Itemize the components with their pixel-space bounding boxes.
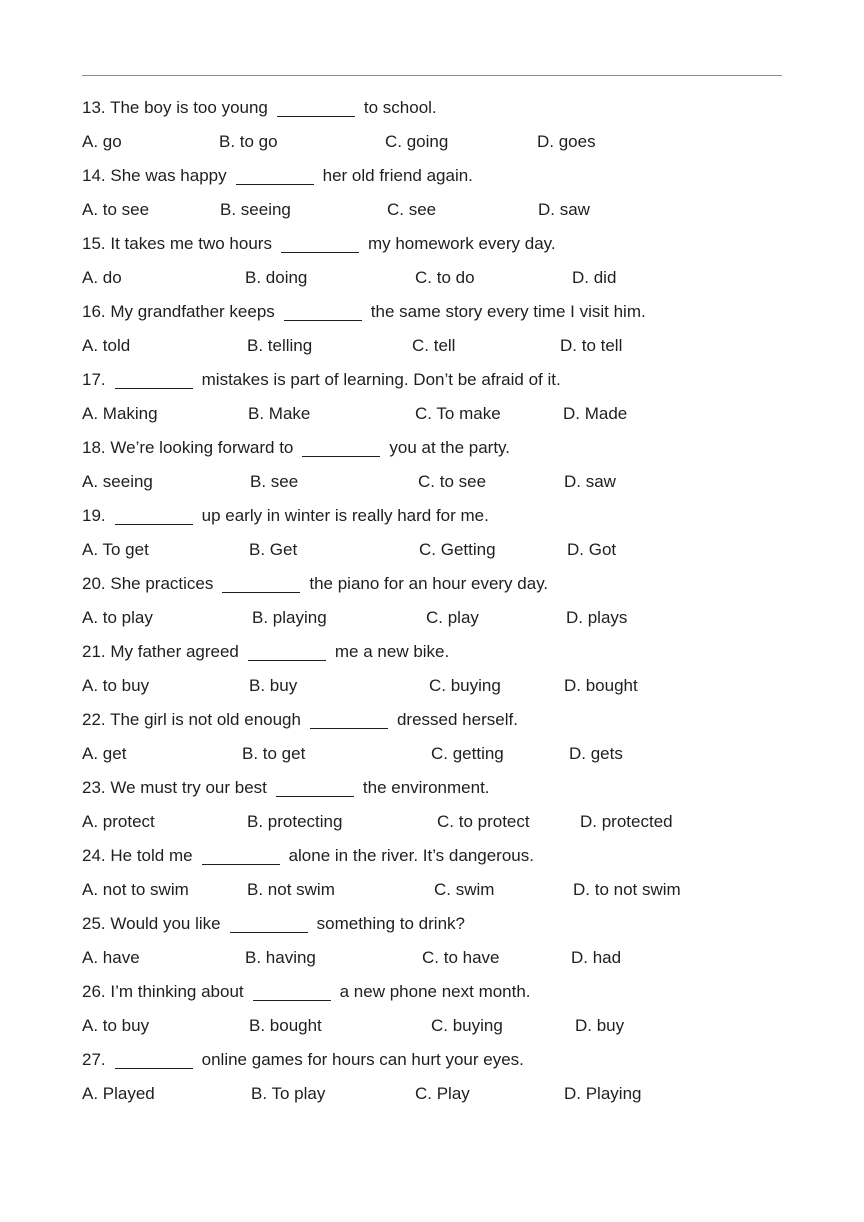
question-line: [82, 911, 782, 945]
answer-blank[interactable]: [253, 983, 331, 1001]
option-b[interactable]: B. To play: [251, 1084, 326, 1103]
options-row: [82, 1013, 782, 1047]
top-divider: [82, 75, 782, 76]
option-a[interactable]: A. do: [82, 268, 122, 287]
question-text-before: I’m thinking about: [110, 982, 244, 1001]
question-line: [82, 639, 782, 673]
question-text-before: He told me: [110, 846, 193, 865]
question-number: 17.: [82, 370, 106, 389]
answer-blank[interactable]: [248, 643, 326, 661]
options-row: [82, 333, 782, 367]
options-row: [82, 1081, 782, 1115]
option-c[interactable]: C. getting: [431, 744, 504, 763]
option-b[interactable]: B. to get: [242, 744, 306, 763]
option-d[interactable]: D. saw: [564, 472, 616, 491]
question-line: [82, 775, 782, 809]
question-number: 20.: [82, 574, 106, 593]
answer-blank[interactable]: [310, 711, 388, 729]
answer-blank[interactable]: [115, 371, 193, 389]
question-text-before: The girl is not old enough: [110, 710, 301, 729]
options-row: [82, 197, 782, 231]
question-text-after: the same story every time I visit him.: [370, 302, 646, 321]
question-text-before: Would you like: [110, 914, 221, 933]
question-line: [82, 707, 782, 741]
question-line: [82, 231, 782, 265]
option-b[interactable]: B. see: [250, 472, 299, 491]
option-c[interactable]: C. to do: [415, 268, 475, 287]
question-number: 25.: [82, 914, 106, 933]
question-number: 27.: [82, 1050, 106, 1069]
option-b[interactable]: B. doing: [245, 268, 308, 287]
option-d[interactable]: D. to not swim: [573, 880, 681, 899]
options-row: [82, 877, 782, 911]
answer-blank[interactable]: [236, 167, 314, 185]
option-d[interactable]: D. plays: [566, 608, 628, 627]
question-number: 15.: [82, 234, 106, 253]
options-row: [82, 129, 782, 163]
options-row: [82, 469, 782, 503]
option-a[interactable]: A. protect: [82, 812, 155, 831]
answer-blank[interactable]: [115, 1051, 193, 1069]
question-number: 26.: [82, 982, 106, 1001]
question-line: [82, 299, 782, 333]
question-number: 13.: [82, 98, 106, 117]
question-number: 21.: [82, 642, 106, 661]
answer-blank[interactable]: [202, 847, 280, 865]
option-c[interactable]: C. to have: [422, 948, 500, 967]
options-row: [82, 741, 782, 775]
option-c[interactable]: C. see: [387, 200, 437, 219]
answer-blank[interactable]: [281, 235, 359, 253]
answer-blank[interactable]: [302, 439, 380, 457]
answer-blank[interactable]: [276, 779, 354, 797]
option-b[interactable]: B. not swim: [247, 880, 335, 899]
question-number: 23.: [82, 778, 106, 797]
question-text-after: the environment.: [362, 778, 490, 797]
question-number: 14.: [82, 166, 106, 185]
option-a[interactable]: A. told: [82, 336, 131, 355]
option-d[interactable]: D. bought: [564, 676, 638, 695]
option-d[interactable]: D. had: [571, 948, 622, 967]
option-d[interactable]: D. gets: [569, 744, 623, 763]
question-text-before: It takes me two hours: [110, 234, 272, 253]
options-row: [82, 673, 782, 707]
option-b[interactable]: B. buy: [249, 676, 298, 695]
question-text-before: The boy is too young: [110, 98, 268, 117]
option-a[interactable]: A. Played: [82, 1084, 155, 1103]
question-text-after: to school.: [363, 98, 437, 117]
question-number: 16.: [82, 302, 106, 321]
option-c[interactable]: C. going: [385, 132, 449, 151]
option-d[interactable]: D. goes: [537, 132, 596, 151]
question-text-after: online games for hours can hurt your eyes.: [201, 1050, 524, 1069]
answer-blank[interactable]: [115, 507, 193, 525]
question-text-after: mistakes is part of learning. Don’t be afraid of it.: [201, 370, 561, 389]
option-c[interactable]: C. Play: [415, 1084, 470, 1103]
option-b[interactable]: B. Make: [248, 404, 311, 423]
option-c[interactable]: C. to see: [418, 472, 487, 491]
option-a[interactable]: A. To get: [82, 540, 149, 559]
question-line: [82, 843, 782, 877]
option-a[interactable]: A. seeing: [82, 472, 153, 491]
question-text-after: alone in the river. It’s dangerous.: [288, 846, 534, 865]
question-line: [82, 163, 782, 197]
option-a[interactable]: A. to play: [82, 608, 153, 627]
option-a[interactable]: A. to buy: [82, 1016, 150, 1035]
question-text-after: you at the party.: [389, 438, 511, 457]
option-d[interactable]: D. Playing: [564, 1084, 642, 1103]
question-line: [82, 1047, 782, 1081]
option-c[interactable]: C. to protect: [437, 812, 530, 831]
exercise-list: [82, 95, 782, 1115]
option-c[interactable]: C. To make: [415, 404, 501, 423]
option-a[interactable]: A. Making: [82, 404, 158, 423]
question-line: [82, 95, 782, 129]
option-a[interactable]: A. to see: [82, 200, 150, 219]
question-text-after: something to drink?: [316, 914, 465, 933]
option-a[interactable]: A. have: [82, 948, 140, 967]
option-d[interactable]: D. Got: [567, 540, 617, 559]
question-line: [82, 571, 782, 605]
option-c[interactable]: C. Getting: [419, 540, 496, 559]
option-b[interactable]: B. seeing: [220, 200, 291, 219]
answer-blank[interactable]: [277, 99, 355, 117]
answer-blank[interactable]: [222, 575, 300, 593]
options-row: [82, 605, 782, 639]
question-text-after: her old friend again.: [322, 166, 473, 185]
options-row: [82, 809, 782, 843]
question-line: [82, 503, 782, 537]
options-row: [82, 945, 782, 979]
question-text-after: up early in winter is really hard for me.: [201, 506, 489, 525]
question-text-before: We’re looking forward to: [110, 438, 294, 457]
option-b[interactable]: B. playing: [252, 608, 327, 627]
question-number: 18.: [82, 438, 106, 457]
option-c[interactable]: C. play: [426, 608, 479, 627]
question-text-before: We must try our best: [110, 778, 267, 797]
option-d[interactable]: D. saw: [538, 200, 590, 219]
question-text-before: She practices: [110, 574, 214, 593]
question-text-after: a new phone next month.: [339, 982, 531, 1001]
question-text-before: She was happy: [110, 166, 227, 185]
option-d[interactable]: D. Made: [563, 404, 628, 423]
question-text-before: My grandfather keeps: [110, 302, 275, 321]
question-line: [82, 367, 782, 401]
option-a[interactable]: A. to buy: [82, 676, 150, 695]
question-number: 24.: [82, 846, 106, 865]
question-number: 19.: [82, 506, 106, 525]
options-row: [82, 401, 782, 435]
option-b[interactable]: B. protecting: [247, 812, 343, 831]
question-text-after: the piano for an hour every day.: [309, 574, 549, 593]
option-d[interactable]: D. to tell: [560, 336, 623, 355]
option-b[interactable]: B. telling: [247, 336, 313, 355]
option-b[interactable]: B. Get: [249, 540, 298, 559]
question-number: 22.: [82, 710, 106, 729]
option-d[interactable]: D. did: [572, 268, 617, 287]
answer-blank[interactable]: [284, 303, 362, 321]
option-d[interactable]: D. buy: [575, 1016, 625, 1035]
option-a[interactable]: A. not to swim: [82, 880, 189, 899]
question-text-after: me a new bike.: [334, 642, 450, 661]
option-a[interactable]: A. get: [82, 744, 127, 763]
question-text-after: dressed herself.: [396, 710, 518, 729]
answer-blank[interactable]: [230, 915, 308, 933]
question-text-after: my homework every day.: [367, 234, 556, 253]
option-c[interactable]: C. tell: [412, 336, 456, 355]
question-text-before: My father agreed: [110, 642, 239, 661]
options-row: [82, 537, 782, 571]
option-c[interactable]: C. buying: [429, 676, 501, 695]
option-b[interactable]: B. bought: [249, 1016, 322, 1035]
option-b[interactable]: B. to go: [219, 132, 278, 151]
question-line: [82, 979, 782, 1013]
question-line: [82, 435, 782, 469]
option-d[interactable]: D. protected: [580, 812, 673, 831]
option-c[interactable]: C. buying: [431, 1016, 503, 1035]
option-c[interactable]: C. swim: [434, 880, 495, 899]
options-row: [82, 265, 782, 299]
option-b[interactable]: B. having: [245, 948, 316, 967]
option-a[interactable]: A. go: [82, 132, 122, 151]
